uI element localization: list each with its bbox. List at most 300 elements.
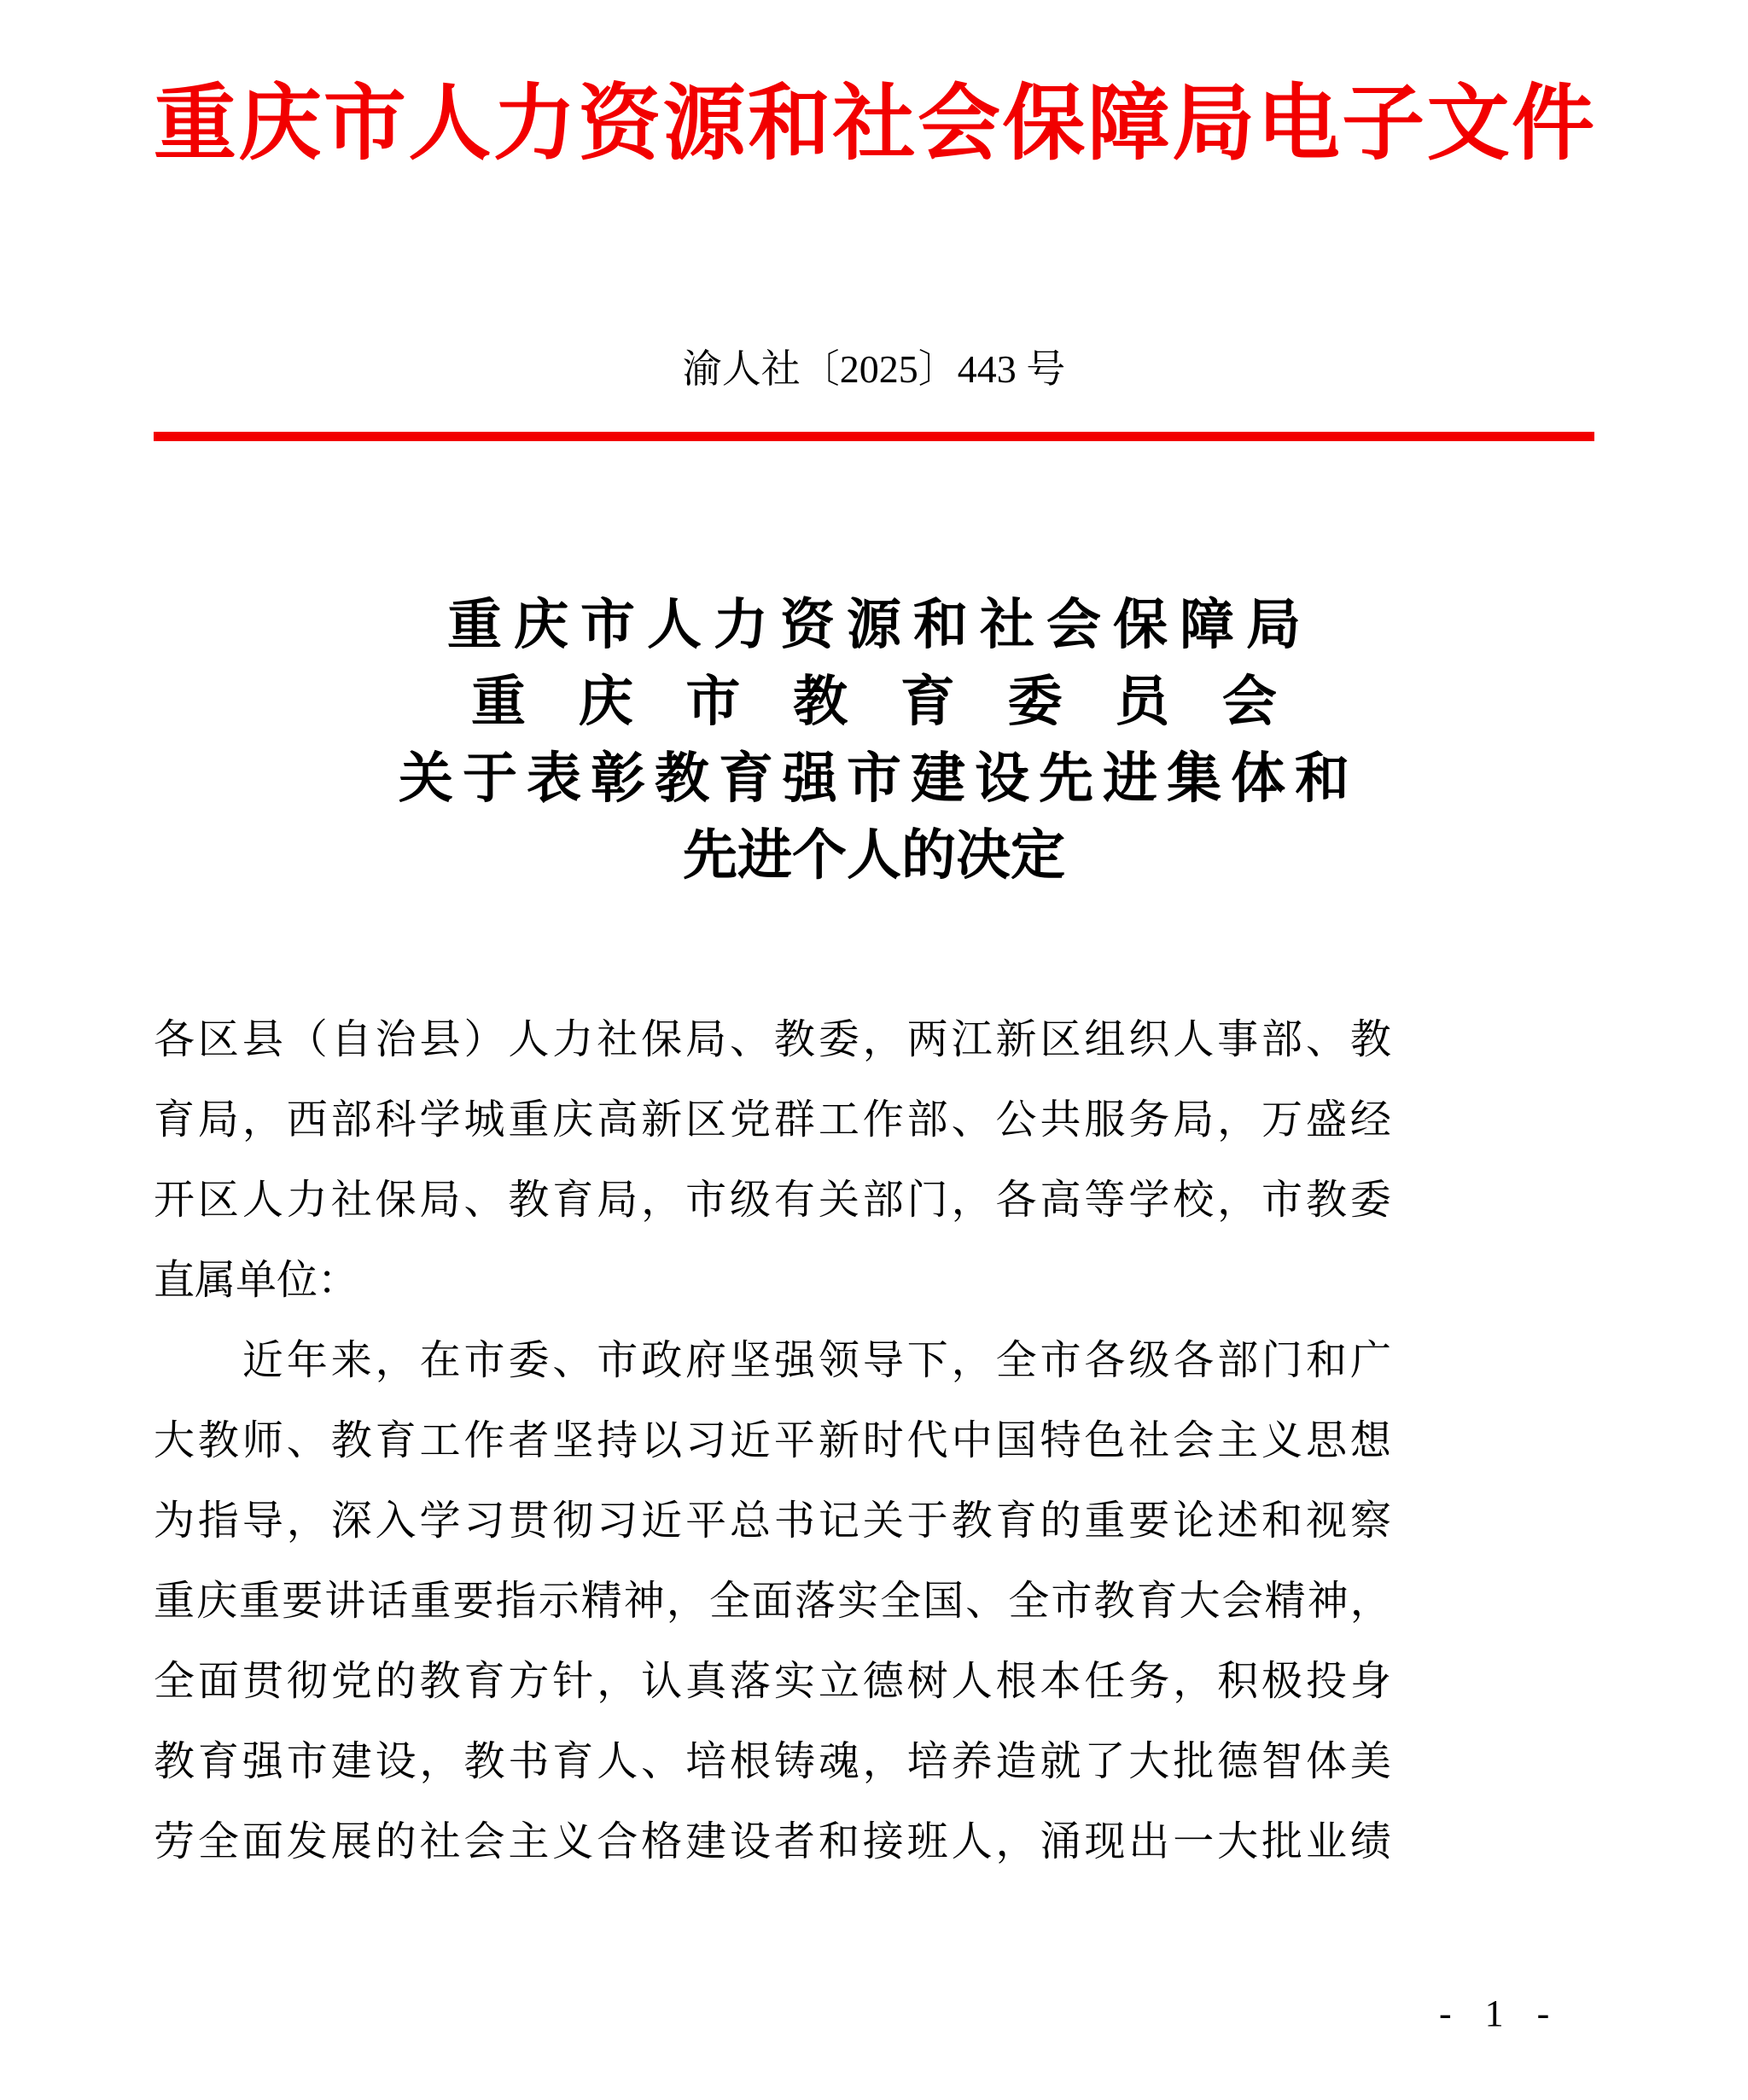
char: 力	[552, 1017, 594, 1062]
char: 国	[923, 1579, 964, 1624]
char: 各	[995, 1178, 1037, 1223]
char: 市	[685, 672, 741, 732]
char: 出	[1128, 1819, 1170, 1864]
char: 根	[995, 1659, 1037, 1704]
char: 要	[282, 1579, 323, 1624]
char: 区	[1040, 1017, 1081, 1062]
char: 教	[951, 1498, 993, 1544]
char: 论	[1173, 1498, 1215, 1544]
char: 织	[1128, 1017, 1170, 1062]
char: ，	[375, 1338, 417, 1383]
body-line	[154, 1321, 1391, 1401]
char: 示	[538, 1579, 580, 1624]
document-body	[154, 1000, 1391, 1882]
char: 近	[641, 1498, 683, 1544]
char: 色	[1084, 1418, 1126, 1463]
char: 障	[1087, 79, 1170, 170]
char: 城	[463, 1097, 505, 1143]
char: 师	[242, 1418, 283, 1463]
char: ，	[862, 1739, 904, 1784]
char: 育	[552, 1178, 594, 1223]
body-line	[154, 1401, 1391, 1481]
char: 局	[597, 1178, 638, 1223]
char: 教	[1093, 1579, 1135, 1624]
char: 科	[375, 1097, 417, 1143]
char: 导	[862, 1338, 904, 1383]
char: 接	[862, 1819, 904, 1864]
char: （	[286, 1017, 328, 1062]
char: 领	[818, 1338, 859, 1383]
char: 部	[1217, 1338, 1259, 1383]
char: 人	[508, 1017, 550, 1062]
char: 人	[597, 1739, 638, 1784]
document-number: 渝人社〔2025〕443 号	[682, 347, 1066, 391]
char: 区	[685, 1097, 727, 1143]
char: 习	[463, 1498, 505, 1544]
char: 万	[1261, 1097, 1303, 1143]
char: 市	[597, 1338, 638, 1383]
char: 新	[818, 1418, 859, 1463]
char: 彻	[286, 1659, 328, 1704]
char: 高	[1040, 1178, 1081, 1223]
body-line	[154, 1642, 1391, 1722]
char: 局	[197, 1097, 239, 1143]
char: 神	[1307, 1579, 1349, 1624]
char: 设	[729, 1819, 771, 1864]
char: 服	[1084, 1097, 1126, 1143]
char: 班	[906, 1819, 948, 1864]
char: 义	[552, 1819, 594, 1864]
char: 实	[837, 1579, 879, 1624]
char: 门	[1261, 1338, 1303, 1383]
char: 重	[154, 79, 236, 170]
char: 身	[1349, 1659, 1391, 1704]
char: 时	[862, 1418, 904, 1463]
char: 作	[463, 1418, 505, 1463]
char: 导	[242, 1498, 283, 1544]
char: 庆	[238, 79, 322, 170]
char: 记	[818, 1498, 859, 1544]
char: 铸	[773, 1739, 815, 1784]
char: 针	[552, 1659, 594, 1704]
char: 造	[995, 1739, 1037, 1784]
body-line: 直属单位：	[154, 1258, 359, 1303]
char: 、	[729, 1017, 771, 1062]
char: 局	[419, 1178, 461, 1223]
char: 合	[597, 1819, 638, 1864]
char: 治	[375, 1017, 417, 1062]
char: 极	[1261, 1659, 1303, 1704]
char: 精	[580, 1579, 622, 1624]
char: 人	[408, 79, 492, 170]
body-line	[154, 1562, 1391, 1642]
char: 庆	[196, 1579, 238, 1624]
char: 投	[1305, 1659, 1347, 1704]
char: 部	[862, 1178, 904, 1223]
char: 实	[773, 1659, 815, 1704]
char: 神	[623, 1579, 665, 1624]
char: 区	[197, 1017, 239, 1062]
char: 政	[641, 1338, 683, 1383]
char: 积	[1217, 1659, 1259, 1704]
char: 主	[508, 1819, 550, 1864]
char: 源	[662, 79, 746, 170]
char: 文	[1426, 79, 1510, 170]
char: 学	[419, 1498, 461, 1544]
char: 和	[1261, 1498, 1303, 1544]
char: 任	[1084, 1659, 1126, 1704]
char: 美	[1349, 1739, 1391, 1784]
char: 认	[641, 1659, 683, 1704]
char: 书	[508, 1739, 550, 1784]
char: ，	[419, 1739, 461, 1784]
char: 全	[880, 1579, 922, 1624]
char: 工	[419, 1418, 461, 1463]
char: 、	[965, 1579, 1007, 1624]
char: 开	[154, 1178, 195, 1223]
char: 述	[1217, 1498, 1259, 1544]
salutation-paragraph	[154, 1000, 1391, 1321]
char: 总	[729, 1498, 771, 1544]
char: 一	[1173, 1819, 1215, 1864]
char: 教	[508, 1178, 550, 1223]
char: 教	[793, 672, 848, 732]
char: 会	[1221, 672, 1277, 732]
char: 各	[1084, 1338, 1126, 1383]
char: 方	[508, 1659, 550, 1704]
char: 局	[1172, 79, 1256, 170]
char: ，	[666, 1579, 708, 1624]
char: 人	[951, 1819, 993, 1864]
title-line-4: 先进个人的决定	[683, 825, 1065, 886]
red-header-banner	[154, 67, 1594, 182]
char: 和	[748, 79, 831, 170]
char: 彻	[552, 1498, 594, 1544]
char: ，	[1173, 1659, 1215, 1704]
char: 大	[154, 1418, 195, 1463]
char: 社	[597, 1017, 638, 1062]
body-paragraph	[154, 1321, 1391, 1882]
char: 面	[751, 1579, 793, 1624]
char: 为	[154, 1498, 195, 1544]
char: 西	[286, 1097, 328, 1143]
char: 下	[906, 1338, 948, 1383]
char: 育	[900, 672, 955, 732]
char: 部	[330, 1097, 372, 1143]
char: 真	[685, 1659, 727, 1704]
char: 务	[1128, 1097, 1170, 1143]
char: 电	[1256, 79, 1340, 170]
char: 育	[154, 1097, 195, 1143]
char: 重	[239, 1579, 281, 1624]
char: 高	[597, 1097, 638, 1143]
char: 重	[410, 1579, 452, 1624]
char: 就	[1040, 1739, 1081, 1784]
char: 人	[951, 1659, 993, 1704]
char: 门	[906, 1178, 948, 1223]
char: 的	[375, 1659, 417, 1704]
char: 共	[1040, 1097, 1081, 1143]
char: 的	[1040, 1498, 1081, 1544]
char: 贯	[242, 1659, 283, 1704]
char: 育	[552, 1739, 594, 1784]
char: 新	[995, 1017, 1037, 1062]
char: 涌	[1040, 1819, 1081, 1864]
char: 强	[242, 1739, 283, 1784]
char: 校	[1173, 1178, 1215, 1223]
char: 持	[597, 1418, 638, 1463]
char: 、	[641, 1739, 683, 1784]
char: 培	[685, 1739, 727, 1784]
char: 局	[1173, 1097, 1215, 1143]
char: 教	[419, 1659, 461, 1704]
char: 要	[452, 1579, 494, 1624]
char: 教	[1305, 1178, 1347, 1223]
char: 体	[1305, 1739, 1347, 1784]
char: 关	[862, 1498, 904, 1544]
char: 子	[1342, 79, 1425, 170]
char: 平	[685, 1498, 727, 1544]
char: 人	[242, 1178, 283, 1223]
char: 、	[1305, 1017, 1347, 1062]
char: 工	[818, 1097, 859, 1143]
char: 市	[1040, 1338, 1081, 1383]
char: 部	[1261, 1017, 1303, 1062]
char: 件	[1512, 79, 1594, 170]
document-title	[0, 587, 1748, 894]
char: 委	[818, 1017, 859, 1062]
char: 年	[286, 1338, 328, 1383]
char: 代	[906, 1418, 948, 1463]
char: 批	[1173, 1739, 1215, 1784]
char: 重	[1084, 1498, 1126, 1544]
char: 本	[1040, 1659, 1081, 1704]
char: 有	[773, 1178, 815, 1223]
char: ，	[1349, 1579, 1391, 1624]
char: 县	[242, 1017, 283, 1062]
char: 力	[286, 1178, 328, 1223]
char: 县	[419, 1017, 461, 1062]
char: 全	[197, 1819, 239, 1864]
char: 事	[1217, 1017, 1259, 1062]
char: 自	[330, 1017, 372, 1062]
char: 话	[367, 1579, 409, 1624]
char: 落	[729, 1659, 771, 1704]
char: 育	[375, 1418, 417, 1463]
char: 社	[1128, 1418, 1170, 1463]
title-line-2	[471, 664, 1277, 741]
char: 养	[951, 1739, 993, 1784]
char: 批	[1261, 1819, 1303, 1864]
char: 教	[1349, 1017, 1391, 1062]
char: 大	[1217, 1819, 1259, 1864]
char: 委	[508, 1338, 550, 1383]
char: 公	[995, 1097, 1037, 1143]
char: 学	[1128, 1178, 1170, 1223]
char: 习	[685, 1418, 727, 1463]
char: ，	[286, 1498, 328, 1544]
char: 培	[906, 1739, 948, 1784]
char: ）	[463, 1017, 505, 1062]
char: 设	[375, 1739, 417, 1784]
char: 坚	[552, 1418, 594, 1463]
title-line-3: 关于表彰教育强市建设先进集体和	[399, 748, 1359, 809]
char: 育	[1136, 1579, 1178, 1624]
char: 会	[1221, 1579, 1263, 1624]
char: 义	[1261, 1418, 1303, 1463]
body-line	[154, 1161, 1391, 1241]
char: 德	[1217, 1739, 1259, 1784]
char: 重	[154, 1579, 195, 1624]
char: 绩	[1349, 1819, 1391, 1864]
char: 来	[330, 1338, 372, 1383]
char: 组	[1084, 1017, 1126, 1062]
char: 国	[995, 1418, 1037, 1463]
char: 教	[773, 1017, 815, 1062]
char: ，	[597, 1659, 638, 1704]
char: ，	[1217, 1178, 1259, 1223]
char: 保	[641, 1017, 683, 1062]
char: 部	[906, 1097, 948, 1143]
char: 市	[1261, 1178, 1303, 1223]
char: 各	[1173, 1338, 1215, 1383]
char: 坚	[730, 1338, 772, 1383]
char: 教	[330, 1418, 372, 1463]
char: 要	[1128, 1498, 1170, 1544]
char: ，	[1217, 1097, 1259, 1143]
char: 视	[1305, 1498, 1347, 1544]
char: 等	[1084, 1178, 1126, 1223]
char: 全	[995, 1338, 1037, 1383]
char: 府	[685, 1338, 727, 1383]
char: 德	[862, 1659, 904, 1704]
char: 群	[773, 1097, 815, 1143]
char: 主	[1217, 1418, 1259, 1463]
body-line	[154, 1722, 1391, 1802]
char: 教	[154, 1739, 195, 1784]
body-line	[154, 1802, 1391, 1882]
char: ，	[641, 1178, 683, 1223]
char: 平	[773, 1418, 815, 1463]
char: 盛	[1305, 1097, 1347, 1143]
char: 业	[1305, 1819, 1347, 1864]
char: 发	[286, 1819, 328, 1864]
char: 全	[1008, 1579, 1050, 1624]
char: 想	[1349, 1418, 1391, 1463]
char: 指	[495, 1579, 537, 1624]
char: 深	[330, 1498, 372, 1544]
char: 局	[685, 1017, 727, 1062]
char: 讲	[324, 1579, 366, 1624]
char: 重	[508, 1097, 550, 1143]
char: 两	[906, 1017, 948, 1062]
char: 广	[1349, 1338, 1391, 1383]
char: 市	[685, 1178, 727, 1223]
char: 大	[1128, 1739, 1170, 1784]
char: 智	[1261, 1739, 1303, 1784]
char: 育	[995, 1498, 1037, 1544]
char: 、	[286, 1418, 328, 1463]
red-divider-rule	[154, 432, 1594, 441]
char: 庆	[552, 1097, 594, 1143]
char: 教	[197, 1418, 239, 1463]
char: 市	[1051, 1579, 1092, 1624]
char: 保	[1002, 79, 1086, 170]
char: 务	[1128, 1659, 1170, 1704]
char: 面	[197, 1659, 239, 1704]
char: 党	[729, 1097, 771, 1143]
char: 于	[906, 1498, 948, 1544]
char: 了	[1084, 1739, 1126, 1784]
char: 重	[471, 672, 526, 732]
char: 社	[330, 1178, 372, 1223]
char: ，	[242, 1097, 283, 1143]
char: 学	[419, 1097, 461, 1143]
char: 近	[242, 1338, 283, 1383]
char: 新	[641, 1097, 683, 1143]
char: 会	[1173, 1418, 1215, 1463]
char: 建	[330, 1739, 372, 1784]
char: 庆	[578, 672, 633, 732]
char: 入	[375, 1498, 417, 1544]
char: 作	[862, 1097, 904, 1143]
char: 级	[1128, 1338, 1170, 1383]
char: 立	[818, 1659, 859, 1704]
title-line-1: 重庆市人力资源和社会保障局	[447, 595, 1313, 655]
char: 者	[508, 1418, 550, 1463]
char: 现	[1084, 1819, 1126, 1864]
char: 社	[419, 1819, 461, 1864]
char: 教	[463, 1739, 505, 1784]
char: 江	[951, 1017, 993, 1062]
char: 市	[463, 1338, 505, 1383]
char: ，	[951, 1178, 993, 1223]
char: 落	[794, 1579, 836, 1624]
char: 员	[1115, 672, 1170, 732]
char: 和	[1306, 1338, 1348, 1383]
char: 树	[906, 1659, 948, 1704]
char: 察	[1349, 1498, 1391, 1544]
body-line	[154, 1481, 1391, 1562]
char: 魂	[818, 1739, 859, 1784]
char: 、	[951, 1097, 993, 1143]
char: 的	[375, 1819, 417, 1864]
char: 根	[729, 1739, 771, 1784]
char: 强	[773, 1338, 815, 1383]
char: 全	[154, 1659, 195, 1704]
char: 育	[197, 1739, 239, 1784]
char: 、	[552, 1338, 594, 1383]
char: 在	[419, 1338, 461, 1383]
char: 各	[154, 1017, 195, 1062]
char: 保	[375, 1178, 417, 1223]
char: 指	[197, 1498, 239, 1544]
char: 中	[951, 1418, 993, 1463]
char: 习	[597, 1498, 638, 1544]
char: 格	[641, 1819, 683, 1864]
body-line	[154, 1000, 1391, 1080]
char: 会	[917, 79, 1000, 170]
body-line	[154, 1080, 1391, 1161]
char: 委	[1007, 672, 1063, 732]
char: 育	[463, 1659, 505, 1704]
char: 特	[1040, 1418, 1081, 1463]
char: 思	[1305, 1418, 1347, 1463]
char: 会	[463, 1819, 505, 1864]
char: 区	[197, 1178, 239, 1223]
char: 建	[685, 1819, 727, 1864]
char: 全	[708, 1579, 750, 1624]
